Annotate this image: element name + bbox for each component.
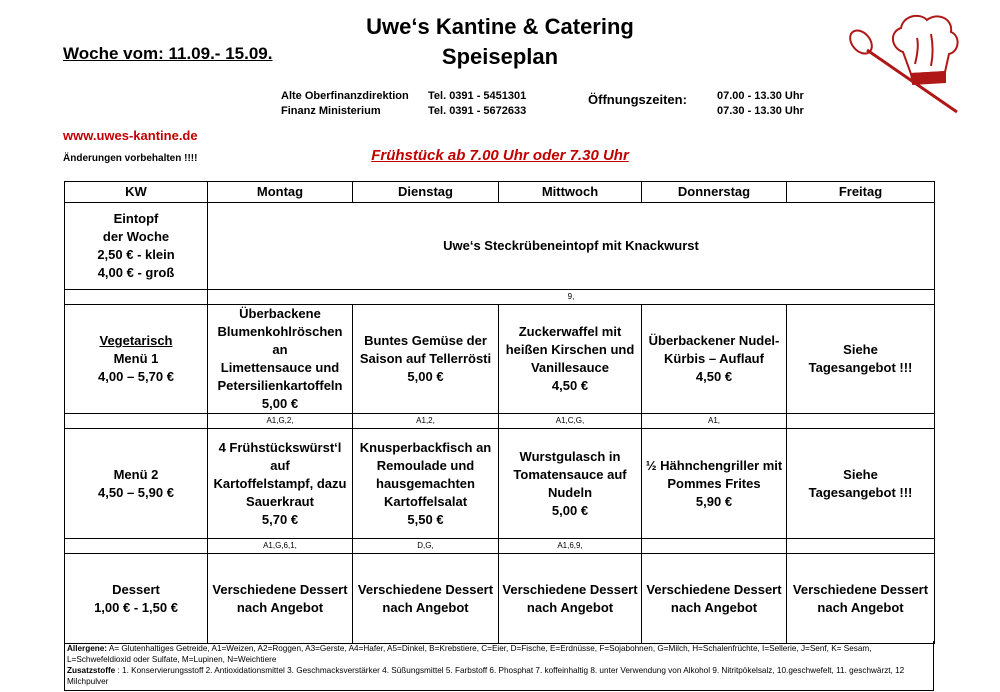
menu2-montag xyxy=(208,429,353,539)
code-cell xyxy=(642,539,787,554)
menu2-row xyxy=(65,429,935,539)
dish-line: nach Angebot xyxy=(817,599,904,615)
menu2-mittwoch xyxy=(499,429,642,539)
dessert-mittwoch xyxy=(499,554,642,644)
dish-line: Limettensauce und xyxy=(220,360,340,375)
code-cell xyxy=(787,414,935,429)
eintopf-row xyxy=(65,203,935,290)
eintopf-price-large: 4,00 € - groß xyxy=(97,265,175,280)
dessert-price: 1,00 € - 1,50 € xyxy=(94,599,178,615)
dish-line: Sauerkraut xyxy=(246,493,314,509)
dessert-montag xyxy=(208,554,353,644)
dish-line: Knusperbackfisch an xyxy=(359,439,492,455)
menu2-dienstag xyxy=(353,429,499,539)
code-cell xyxy=(65,539,208,554)
dish-line: Kürbis – Auflauf xyxy=(664,351,764,366)
dish-line: Verschiedene Dessert xyxy=(357,581,494,597)
code-cell: A1,6,9, xyxy=(499,539,642,554)
changes-note: Änderungen vorbehalten !!!! xyxy=(63,153,198,164)
chef-hat-icon xyxy=(845,8,965,118)
dish-line: nach Angebot xyxy=(670,599,758,615)
code-cell: A1, xyxy=(642,414,787,429)
menu1-donnerstag xyxy=(642,305,787,414)
dish-line: Tagesangebot !!! xyxy=(808,484,913,500)
location-2: Finanz Ministerium xyxy=(281,105,381,117)
code-cell: A1,G,6,1, xyxy=(208,539,353,554)
dish-line: Tagesangebot !!! xyxy=(808,360,913,375)
menu2-name: Menü 2 xyxy=(113,466,159,482)
dish-line: heißen Kirschen und xyxy=(505,342,635,357)
dish-line: Tomatensauce auf xyxy=(513,466,627,482)
dish-line: Siehe xyxy=(843,342,878,357)
dessert-title: Dessert xyxy=(112,581,160,597)
col-kw: KW xyxy=(65,182,208,203)
menu1-price: 4,00 – 5,70 € xyxy=(98,369,174,384)
col-dienstag: Dienstag xyxy=(353,182,499,203)
dish-line: Zuckerwaffel mit xyxy=(518,324,622,339)
dessert-freitag xyxy=(787,554,935,644)
dish-price: 5,50 € xyxy=(407,511,444,527)
code-cell: A1,G,2, xyxy=(208,414,353,429)
dish-price: 4,50 € xyxy=(551,378,589,393)
page-title: Uwe‘s Kantine & Catering xyxy=(366,14,634,39)
dish-line: Remoulade und xyxy=(376,457,475,473)
zusatz-text: : 1. Konservierungsstoff 2. Antioxidationsmittel 3. Geschmacksverstärker 4. Süßungsmittel 5. Farbstoff 6. Phosphat 7. koffeinhaltig 8. unter Verwendung von Alkohol 9. Nitritpökelsalz, 10.geschwefelt, 11. geschwärzt, 12 Milchpulver xyxy=(67,666,905,686)
phone-2: Tel. 0391 - 5672633 xyxy=(428,105,527,117)
allergen-legend xyxy=(64,641,934,691)
menu2-donnerstag xyxy=(642,429,787,539)
dish-line: Verschiedene Dessert xyxy=(502,581,638,597)
dish-line: Überbackener Nudel- xyxy=(648,333,780,348)
dessert-label xyxy=(65,554,208,644)
allergene-line xyxy=(67,643,931,665)
menu2-label xyxy=(65,429,208,539)
phone-1: Tel. 0391 - 5451301 xyxy=(428,90,527,102)
menu-table xyxy=(64,181,935,644)
dish-price: 5,00 € xyxy=(407,369,444,384)
opening-label: Öffnungszeiten: xyxy=(588,92,687,107)
dish-price: 5,90 € xyxy=(695,493,733,509)
zusatz-line xyxy=(67,665,931,687)
code-cell xyxy=(787,539,935,554)
code-cell: A1,C,G, xyxy=(499,414,642,429)
eintopf-code: 9, xyxy=(208,290,935,305)
menu1-mittwoch xyxy=(499,305,642,414)
col-freitag: Freitag xyxy=(787,182,935,203)
menu1-dienstag xyxy=(353,305,499,414)
dish-line: Kartoffelsalat xyxy=(383,493,468,509)
location-1: Alte Oberfinanzdirektion xyxy=(281,90,409,102)
code-cell: A1,2, xyxy=(353,414,499,429)
page-subtitle: Speiseplan xyxy=(441,44,559,69)
eintopf-price-small: 2,50 € - klein xyxy=(97,247,175,262)
menu1-code-row xyxy=(65,414,935,429)
dish-line: Überbackene xyxy=(239,306,321,321)
website-link[interactable]: www.uwes-kantine.de xyxy=(63,128,198,143)
dish-line: nach Angebot xyxy=(526,599,614,615)
dish-price: 5,70 € xyxy=(261,511,299,527)
menu1-title: Vegetarisch xyxy=(99,333,173,348)
dish-line: Nudeln xyxy=(547,484,593,500)
code-cell: D,G, xyxy=(353,539,499,554)
dish-price: 5,00 € xyxy=(261,396,299,411)
dish-line: Saison auf Tellerrösti xyxy=(359,351,492,366)
dish-line: nach Angebot xyxy=(236,599,324,615)
col-donnerstag: Donnerstag xyxy=(642,182,787,203)
dish-line: Verschiedene Dessert xyxy=(792,581,929,597)
menu1-row xyxy=(65,305,935,414)
dish-price: 5,00 € xyxy=(551,502,589,518)
zusatz-label: Zusatzstoffe xyxy=(67,666,116,675)
eintopf-dish: Uwe‘s Steckrübeneintopf mit Knackwurst xyxy=(208,203,935,290)
code-cell xyxy=(65,414,208,429)
dish-line: Siehe xyxy=(843,466,878,482)
header-row xyxy=(65,182,935,203)
menu2-price: 4,50 – 5,90 € xyxy=(98,484,174,500)
dessert-donnerstag xyxy=(642,554,787,644)
dish-line: hausgemachten xyxy=(376,475,475,491)
menu1-montag xyxy=(208,305,353,414)
eintopf-label-line: Eintopf xyxy=(113,211,159,226)
dish-line: Kartoffelstampf, dazu xyxy=(213,475,347,491)
dish-line: Blumenkohlröschen an xyxy=(217,324,343,357)
dessert-row xyxy=(65,554,935,644)
dish-line: Wurstgulasch in xyxy=(519,448,621,464)
dish-line: 4 Frühstückswürst‘l auf xyxy=(218,439,342,473)
menu2-code-row xyxy=(65,539,935,554)
breakfast-notice: Frühstück ab 7.00 Uhr oder 7.30 Uhr xyxy=(371,147,629,164)
week-label: Woche vom: 11.09.- 15.09. xyxy=(63,44,273,63)
dish-line: Buntes Gemüse der xyxy=(364,333,487,348)
menu1-freitag xyxy=(787,305,935,414)
eintopf-label-line: der Woche xyxy=(102,229,170,244)
allergene-text: A= Glutenhaltiges Getreide, A1=Weizen, A2=Roggen, A3=Gerste, A4=Hafer, A5=Dinkel, B=Krebstiere, C=Eier, D=Fische, E=Erdnüsse, F=Sojabohnen, G=Milch, H=Schalenfrüchte, I=Sellerie, J=Senf, K= Sesam, L=Schwefeldioxid oder Sulfate, M=Lupinen, N=Weichtiere xyxy=(67,644,872,664)
dish-line: Pommes Frites xyxy=(667,475,761,491)
code-cell xyxy=(65,290,208,305)
allergene-label: Allergene: xyxy=(67,644,108,653)
dessert-dienstag xyxy=(353,554,499,644)
col-montag: Montag xyxy=(208,182,353,203)
menu1-name: Menü 1 xyxy=(113,351,159,366)
menu2-freitag xyxy=(787,429,935,539)
dish-line: Petersilienkartoffeln xyxy=(217,378,343,393)
eintopf-code-row xyxy=(65,290,935,305)
opening-time-2: 07.30 - 13.30 Uhr xyxy=(717,105,804,117)
dish-line: ½ Hähnchengriller mit xyxy=(645,457,783,473)
dish-line: Vanillesauce xyxy=(530,360,610,375)
dish-line: nach Angebot xyxy=(382,599,469,615)
opening-time-1: 07.00 - 13.30 Uhr xyxy=(717,90,804,102)
col-mittwoch: Mittwoch xyxy=(499,182,642,203)
dish-line: Verschiedene Dessert xyxy=(646,581,782,597)
eintopf-label xyxy=(65,203,208,290)
dish-line: Verschiedene Dessert xyxy=(212,581,348,597)
dish-price: 4,50 € xyxy=(695,369,733,384)
menu1-label xyxy=(65,305,208,414)
